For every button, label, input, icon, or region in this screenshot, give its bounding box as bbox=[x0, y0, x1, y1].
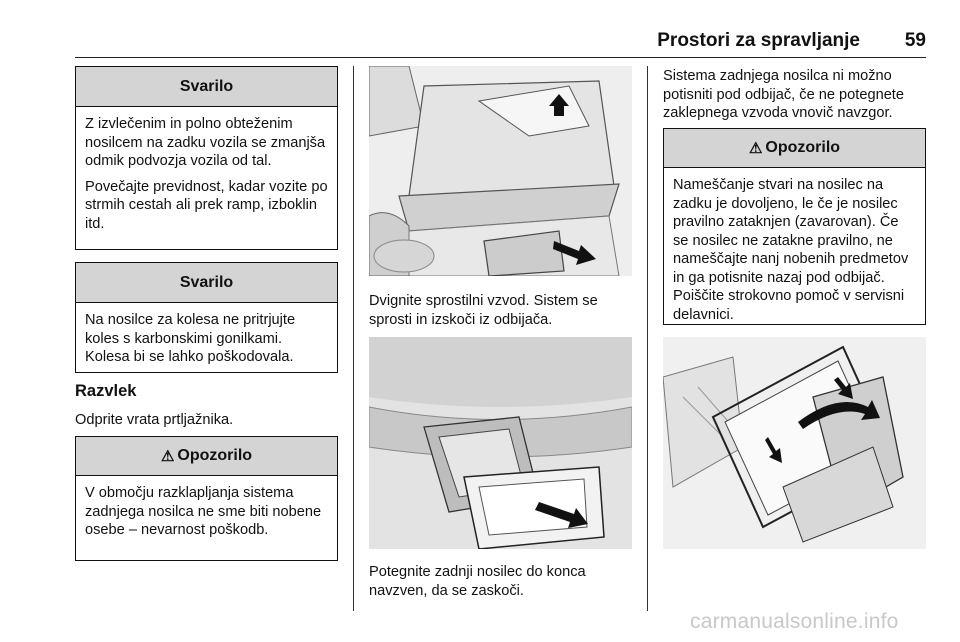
page-number: 59 bbox=[904, 30, 926, 51]
caution-box-loading bbox=[663, 128, 926, 325]
warning-text-carbon: Na nosilce za kolesa ne pritrjujte koles s karbonskimi gonilkami. Kolesa bi se lahko poškodovala. bbox=[85, 312, 296, 365]
header-rule bbox=[75, 57, 926, 58]
watermark: carmanualsonline.info bbox=[690, 610, 899, 633]
intro-open-tailgate: Odprite vrata prtljažnika. bbox=[75, 412, 234, 428]
caution-text-unfolding: V območju razklapljanja sistema zadnjega nosilca ne sme biti nobene osebe – nevarnost poškodb. bbox=[85, 485, 322, 538]
illustration-pull-carrier bbox=[369, 337, 632, 549]
warning-triangle-icon: ⚠ bbox=[748, 140, 763, 157]
warning-box-ground-clearance bbox=[75, 66, 338, 250]
caution-box-unfolding bbox=[75, 436, 338, 561]
section-heading-razvlek: Razvlek bbox=[75, 382, 137, 400]
caution-box-body bbox=[664, 168, 925, 337]
warning-text-caution: Povečajte previdnost, kadar vozite po strmih cestah ali prek ramp, izboklin itd. bbox=[85, 178, 328, 232]
warning-box-carbon-cranks bbox=[75, 262, 338, 373]
caution-text-loading: Nameščanje stvari na nosilec na zadku je dovoljeno, le če je nosilec pravilno zataknjen (zavarovan). Če se nosilec ne zatakne pravilno, ne nameščajte nanj nobenih predmetov in ga potisnite nazaj pod odbijač. Poiščite strokovno pomoč v servisni delavnici. bbox=[673, 177, 909, 323]
illustration-release-lever bbox=[369, 66, 632, 276]
intro-lock-lever: Sistema zadnjega nosilca ni možno potisniti pod odbijač, če ne potegnete zaklepnega vzvoda vnovič navzgor. bbox=[663, 68, 904, 121]
caution-title-text: Opozorilo bbox=[177, 447, 253, 464]
warning-box-title: Svarilo bbox=[76, 67, 337, 107]
release-lever-drawing bbox=[369, 66, 632, 276]
column-divider-1 bbox=[353, 66, 354, 611]
warning-triangle-icon: ⚠ bbox=[160, 448, 175, 465]
pull-carrier-drawing bbox=[369, 337, 632, 549]
caution-box-title bbox=[76, 437, 337, 476]
illustration-carrier-frame bbox=[663, 337, 926, 549]
warning-box-body bbox=[76, 107, 337, 246]
caption-pull-carrier: Potegnite zadnji nosilec do konca navzven, da se zaskoči. bbox=[369, 564, 586, 599]
warning-text-clearance: Z izvlečenim in polno obteženim nosilcem na zadku vozila se zmanjša odmik podvozja vozila od tal. bbox=[85, 116, 326, 169]
running-header-title: Prostori za spravljanje bbox=[657, 30, 860, 51]
warning-box-title: Svarilo bbox=[76, 263, 337, 303]
caution-title-text: Opozorilo bbox=[765, 139, 841, 156]
caution-box-title bbox=[664, 129, 925, 168]
caption-release-lever: Dvignite sprostilni vzvod. Sistem se sprosti in izskoči iz odbijača. bbox=[369, 293, 598, 328]
caution-box-body bbox=[76, 476, 337, 553]
warning-box-body bbox=[76, 303, 337, 380]
carrier-frame-drawing bbox=[663, 337, 926, 549]
column-divider-2 bbox=[647, 66, 648, 611]
